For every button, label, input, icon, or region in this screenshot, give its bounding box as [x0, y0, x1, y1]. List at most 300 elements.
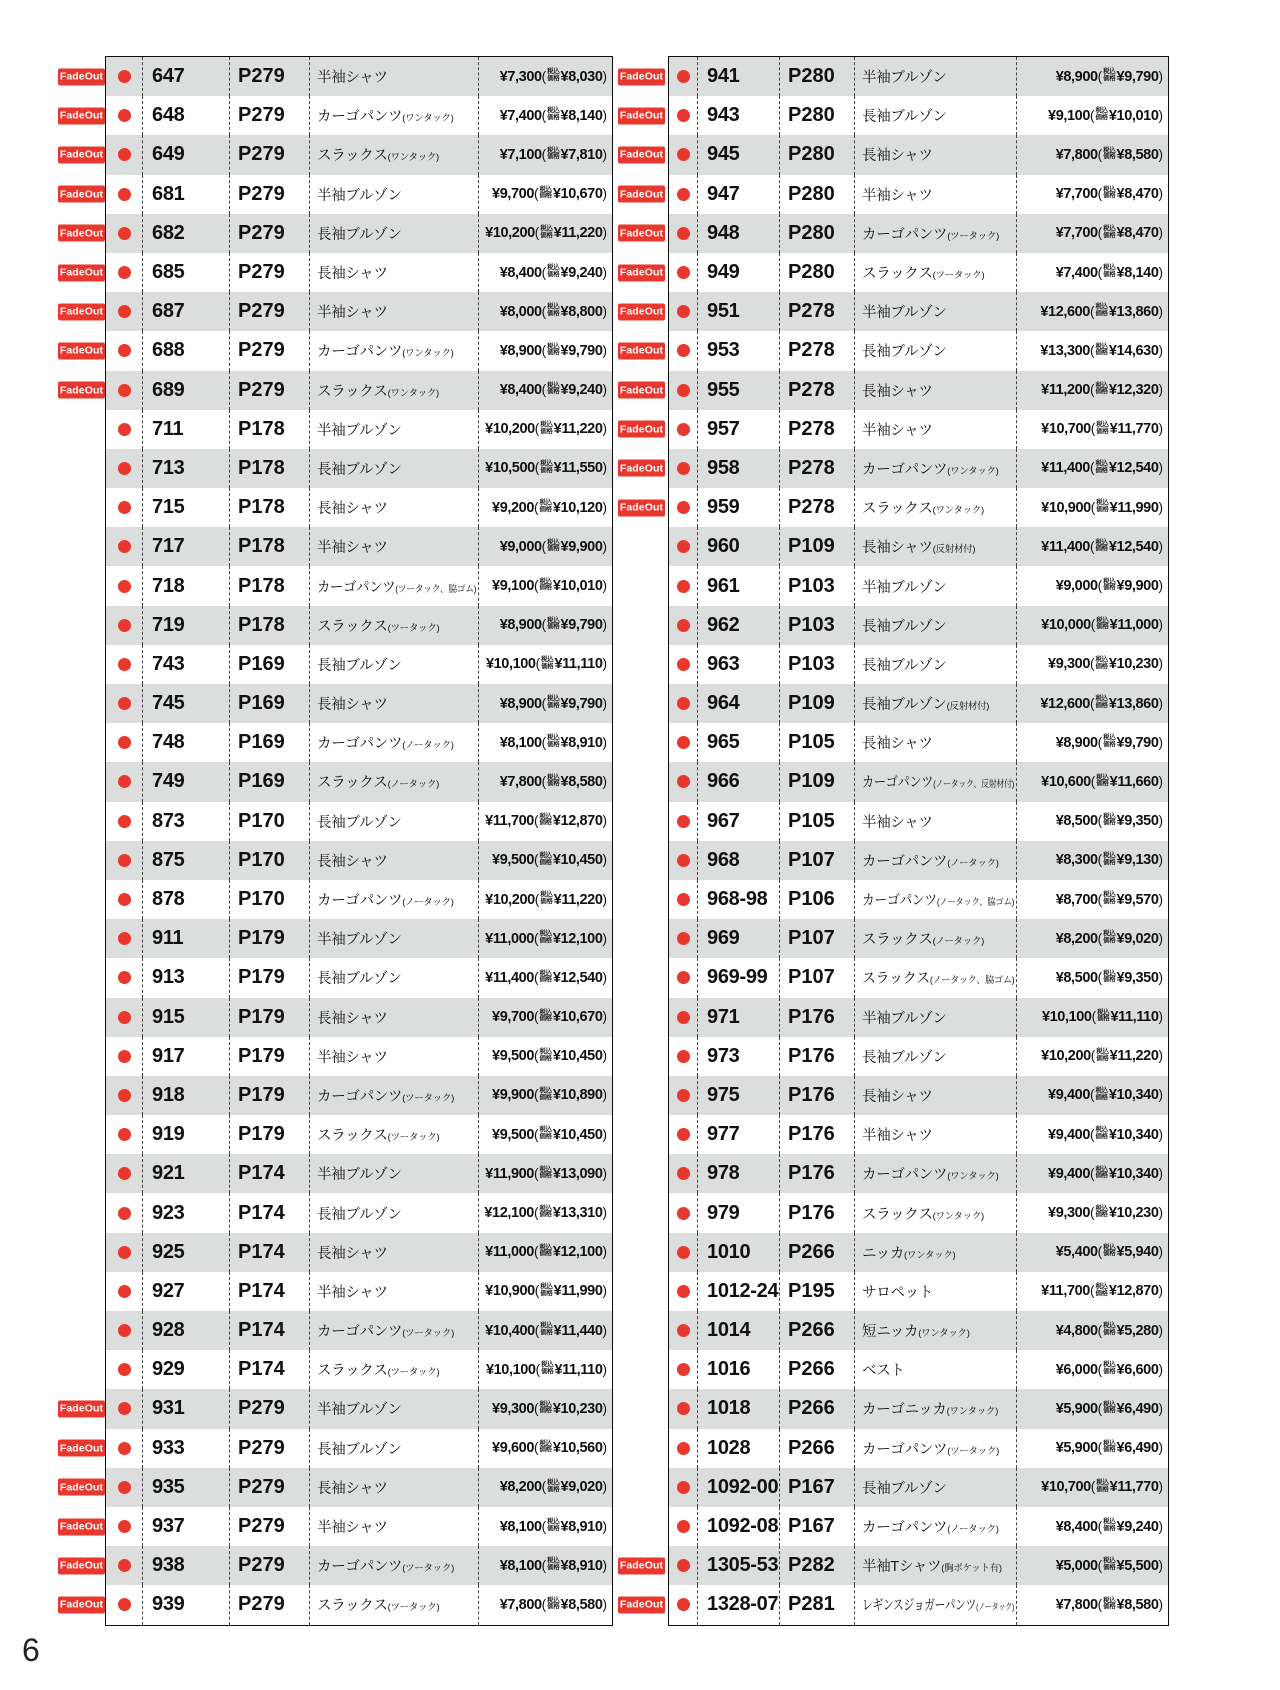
- tax-label-line2: 価格: [540, 1328, 553, 1336]
- price-base: ¥9,600: [492, 1440, 534, 1457]
- item-name-text: 長袖シャツ: [317, 266, 388, 283]
- price-paren-open: (: [1089, 303, 1095, 319]
- item-code: 649: [142, 135, 229, 174]
- item-name-text: 半袖ブルゾン: [317, 422, 402, 439]
- price-base: ¥10,900: [1041, 499, 1091, 516]
- dot-cell: [669, 1193, 697, 1232]
- red-dot-icon: [118, 736, 131, 749]
- table-row: [106, 762, 612, 801]
- red-dot-icon: [677, 697, 690, 710]
- tax-label-line1: 税込: [539, 1400, 552, 1408]
- table-row: [59, 1429, 612, 1468]
- dot-cell: [106, 135, 142, 174]
- tax-label-line1: 税込: [541, 1361, 554, 1369]
- tax-included-label: [1103, 1598, 1115, 1611]
- item-name-text: スラックス: [317, 383, 388, 400]
- item-code: 719: [142, 606, 229, 645]
- item-name-text: カーゴパンツ: [862, 775, 934, 792]
- tax-label-line2: 価格: [541, 662, 554, 670]
- tax-label-line2: 価格: [547, 349, 560, 357]
- tax-label-line2: 価格: [1103, 819, 1116, 827]
- item-name-text: カーゴパンツ: [862, 853, 948, 870]
- fadeout-badge: FadeOut: [618, 460, 665, 477]
- price-paren-open: (: [1089, 107, 1095, 123]
- item-code: 911: [142, 919, 229, 958]
- dot-cell: [106, 1429, 142, 1468]
- price-paren-close: ): [1158, 186, 1163, 202]
- price-paren-open: (: [1097, 1361, 1103, 1377]
- item-name-cell: [309, 1546, 478, 1585]
- price-paren-open: (: [533, 1244, 539, 1260]
- page-ref: P279: [229, 1507, 309, 1546]
- item-code: 964: [697, 684, 779, 723]
- item-price-cell: [1016, 214, 1168, 253]
- item-code: 931: [142, 1389, 229, 1428]
- table-row: [59, 135, 612, 174]
- item-code: 687: [142, 292, 229, 331]
- item-name: [862, 1007, 947, 1028]
- item-price: [484, 1204, 607, 1222]
- tax-label-line2: 価格: [540, 427, 553, 435]
- fadeout-badge: FadeOut: [618, 68, 665, 85]
- item-name-cell: [854, 1154, 1016, 1193]
- item-price-cell: [1016, 175, 1168, 214]
- red-dot-icon: [118, 540, 131, 553]
- item-price: [492, 1439, 607, 1457]
- item-price: [500, 146, 607, 164]
- item-name: [862, 497, 984, 518]
- tax-included-label: [539, 500, 551, 513]
- price-paren-open: (: [541, 107, 547, 123]
- price-base: ¥5,400: [1055, 1244, 1098, 1261]
- item-price: [492, 851, 607, 869]
- price-base: ¥5,900: [1055, 1440, 1098, 1457]
- price-paren-close: ): [1158, 68, 1163, 84]
- page-ref: P282: [779, 1546, 854, 1585]
- tax-label-line2: 価格: [1095, 701, 1108, 709]
- page-ref: P169: [229, 684, 309, 723]
- item-code: 1092-00: [697, 1468, 779, 1507]
- price-paren-open: (: [541, 1479, 547, 1495]
- price-paren-close: ): [602, 1009, 607, 1025]
- item-code: 915: [142, 998, 229, 1037]
- price-paren-close: ): [602, 1244, 607, 1260]
- item-name-text: 半袖ブルゾン: [317, 1167, 402, 1184]
- price-base: ¥8,400: [1055, 1518, 1098, 1535]
- page-ref: P176: [779, 1154, 854, 1193]
- tax-included-label: [547, 618, 559, 631]
- item-name-note: (ワンタック): [402, 348, 454, 360]
- price-base: ¥9,700: [492, 186, 534, 203]
- price-tax-included: ¥10,010: [1108, 107, 1159, 124]
- item-code: 715: [142, 488, 229, 527]
- page-ref: P266: [779, 1389, 854, 1428]
- price-paren-open: (: [541, 773, 547, 789]
- dot-cell: [106, 958, 142, 997]
- item-name-cell: [854, 331, 1016, 370]
- red-dot-icon: [118, 1324, 131, 1337]
- tax-label-line1: 税込: [547, 616, 560, 624]
- item-name-text: スラックス: [317, 775, 388, 792]
- item-price-cell: [1016, 1585, 1168, 1624]
- item-name-text: カーゴパンツ: [862, 893, 937, 910]
- item-name: [862, 771, 1014, 792]
- tax-label-line2: 価格: [539, 936, 552, 944]
- page-ref: P105: [779, 723, 854, 762]
- item-name-note: (ツータック): [402, 1092, 454, 1104]
- fadeout-badge: FadeOut: [58, 1479, 105, 1496]
- dot-cell: [669, 802, 697, 841]
- fadeout-badge: FadeOut: [618, 303, 665, 320]
- tax-included-label: [1103, 853, 1115, 866]
- price-paren-close: ): [1158, 1557, 1163, 1573]
- item-price: [492, 185, 607, 203]
- item-name-cell: [854, 802, 1016, 841]
- page-ref: P174: [229, 1154, 309, 1193]
- red-dot-icon: [677, 736, 690, 749]
- item-price-cell: [478, 253, 612, 292]
- price-paren-open: (: [1089, 1283, 1095, 1299]
- item-name-text: カーゴパンツ: [317, 893, 403, 910]
- table-row: [669, 1389, 1168, 1428]
- price-tax-included: ¥11,990: [553, 1283, 603, 1300]
- page-ref: P103: [779, 606, 854, 645]
- tax-included-label: [1103, 892, 1115, 905]
- dot-cell: [669, 919, 697, 958]
- item-name-cell: [309, 1429, 478, 1468]
- item-name: [317, 66, 388, 87]
- tax-label-line1: 税込: [1103, 1322, 1116, 1330]
- red-dot-icon: [677, 1011, 690, 1024]
- price-paren-open: (: [533, 1009, 539, 1025]
- price-tax-included: ¥13,310: [552, 1205, 603, 1222]
- fadeout-badge: FadeOut: [58, 342, 105, 359]
- item-price: [485, 969, 607, 987]
- price-paren-close: ): [1158, 538, 1163, 554]
- table-row: [669, 802, 1168, 841]
- price-paren-open: (: [1097, 1440, 1103, 1456]
- item-price-cell: [478, 527, 612, 566]
- item-price: [1056, 224, 1163, 242]
- item-price: [1056, 891, 1163, 909]
- item-code: 1028: [697, 1429, 779, 1468]
- tax-label-line2: 価格: [1095, 114, 1108, 122]
- price-paren-close: ): [602, 382, 607, 398]
- price-base: ¥9,500: [492, 1126, 534, 1143]
- dot-cell: [669, 1037, 697, 1076]
- dot-cell: [669, 1429, 697, 1468]
- item-price: [1041, 616, 1163, 634]
- tax-label-line2: 価格: [1103, 153, 1116, 161]
- item-name-cell: [854, 1193, 1016, 1232]
- item-name: [317, 850, 388, 871]
- red-dot-icon: [677, 1050, 690, 1063]
- item-name-text: カーゴニッカ: [862, 1402, 947, 1419]
- dot-cell: [669, 292, 697, 331]
- tax-label-line1: 税込: [1103, 734, 1116, 742]
- page-ref: P167: [779, 1468, 854, 1507]
- item-name-cell: [854, 214, 1016, 253]
- tax-label-line1: 税込: [539, 852, 552, 860]
- tax-label-line1: 税込: [540, 460, 553, 468]
- item-price: [1040, 342, 1163, 360]
- item-price: [500, 303, 607, 321]
- price-paren-open: (: [1090, 617, 1096, 633]
- price-paren-open: (: [1089, 1126, 1095, 1142]
- price-paren-open: (: [533, 1400, 539, 1416]
- item-price: [1056, 146, 1163, 164]
- item-name: [862, 811, 933, 832]
- item-code: 979: [697, 1193, 779, 1232]
- item-price-cell: [1016, 1076, 1168, 1115]
- item-price-cell: [1016, 1272, 1168, 1311]
- item-price-cell: [478, 1154, 612, 1193]
- price-paren-close: ): [602, 146, 607, 162]
- price-tax-included: ¥14,630: [1108, 342, 1159, 359]
- table-row: [106, 1233, 612, 1272]
- table-row: [669, 1233, 1168, 1272]
- dot-cell: [669, 566, 697, 605]
- dot-cell: [106, 1233, 142, 1272]
- item-name-text: 長袖ブルゾン: [862, 657, 947, 674]
- price-paren-close: ): [1158, 773, 1163, 789]
- item-price-cell: [1016, 1154, 1168, 1193]
- item-name-note: (胸ポケット有): [941, 1563, 1002, 1575]
- item-name-text: 半袖ブルゾン: [317, 932, 402, 949]
- table-row: [669, 1311, 1168, 1350]
- item-price: [485, 1165, 607, 1183]
- tax-label-line2: 価格: [1096, 505, 1109, 513]
- table-row: [669, 723, 1168, 762]
- price-base: ¥11,900: [485, 1165, 534, 1182]
- dot-cell: [669, 880, 697, 919]
- item-name-text: 短ニッカ: [862, 1324, 919, 1341]
- price-paren-open: (: [534, 1283, 540, 1299]
- fadeout-badge: FadeOut: [618, 382, 665, 399]
- tax-included-label: [539, 971, 551, 984]
- tax-label-line1: 税込: [1095, 1126, 1108, 1134]
- tax-label-line2: 価格: [547, 270, 560, 278]
- tax-included-label: [1095, 1284, 1107, 1297]
- page-ref: P167: [779, 1507, 854, 1546]
- item-code: 965: [697, 723, 779, 762]
- item-name: [862, 262, 984, 283]
- item-code: 933: [142, 1429, 229, 1468]
- red-dot-icon: [677, 266, 690, 279]
- tax-label-line2: 価格: [1103, 741, 1116, 749]
- tax-included-label: [1103, 69, 1115, 82]
- page-ref: P106: [779, 880, 854, 919]
- tax-label-line1: 税込: [1103, 852, 1116, 860]
- tax-label-line1: 税込: [1103, 264, 1116, 272]
- item-name-text: 長袖シャツ: [862, 736, 933, 753]
- dot-cell: [106, 684, 142, 723]
- price-paren-open: (: [1097, 1518, 1103, 1534]
- item-code: 938: [142, 1546, 229, 1585]
- page-ref: P178: [229, 488, 309, 527]
- price-base: ¥10,200: [1041, 1048, 1091, 1065]
- page-ref: P266: [779, 1350, 854, 1389]
- item-name-cell: [854, 292, 1016, 331]
- product-table-right: [619, 56, 1169, 1626]
- item-code: 1328-07: [697, 1585, 779, 1624]
- table-row: [59, 1389, 612, 1428]
- item-name-cell: [854, 880, 1016, 919]
- price-tax-included: ¥11,110: [554, 656, 603, 673]
- item-name-cell: [854, 488, 1016, 527]
- table-row: [106, 880, 612, 919]
- price-base: ¥11,200: [1041, 382, 1090, 399]
- tax-label-line2: 価格: [1095, 545, 1108, 553]
- tax-label-line2: 価格: [1095, 1093, 1108, 1101]
- red-dot-icon: [118, 619, 131, 632]
- item-name: [862, 576, 947, 597]
- price-paren-open: (: [1089, 1205, 1095, 1221]
- item-price: [1056, 1400, 1163, 1418]
- price-paren-close: ): [602, 264, 607, 280]
- tax-label-line2: 価格: [1096, 427, 1109, 435]
- tax-included-label: [547, 1480, 559, 1493]
- price-paren-open: (: [1097, 734, 1103, 750]
- table-row: [619, 292, 1168, 331]
- tax-label-line2: 価格: [1103, 936, 1116, 944]
- item-name-note: (ノータック): [947, 857, 999, 869]
- price-base: ¥8,500: [1055, 969, 1098, 986]
- item-name-note: (ワンタック): [947, 1171, 999, 1183]
- price-base: ¥7,800: [499, 1596, 542, 1613]
- tax-label-line1: 税込: [1103, 891, 1116, 899]
- price-base: ¥8,200: [499, 1479, 542, 1496]
- tax-label-line2: 価格: [539, 1054, 552, 1062]
- item-price-cell: [1016, 919, 1168, 958]
- item-price: [1041, 1282, 1163, 1300]
- price-paren-open: (: [1090, 499, 1096, 515]
- item-name: [862, 1203, 984, 1224]
- tax-label-line2: 価格: [1096, 780, 1109, 788]
- item-price: [500, 1557, 607, 1575]
- item-name-note: (ノータック): [402, 740, 454, 752]
- item-name-cell: [309, 1350, 478, 1389]
- item-name-cell: [854, 919, 1016, 958]
- item-price: [492, 1126, 607, 1144]
- price-paren-open: (: [1097, 1557, 1103, 1573]
- item-name-cell: [854, 1389, 1016, 1428]
- red-dot-icon: [118, 70, 131, 83]
- red-dot-icon: [677, 1324, 690, 1337]
- price-tax-included: ¥13,860: [1108, 303, 1159, 320]
- tax-label-line2: 価格: [539, 1172, 552, 1180]
- red-dot-icon: [677, 971, 690, 984]
- page-ref: P178: [229, 527, 309, 566]
- price-paren-close: ): [1158, 1596, 1163, 1612]
- item-name: [317, 184, 402, 205]
- item-code: 1012-24: [697, 1272, 779, 1311]
- item-code: 961: [697, 566, 779, 605]
- item-name-cell: [854, 684, 1016, 723]
- tax-label-line1: 税込: [1095, 381, 1108, 389]
- item-price: [1041, 420, 1163, 438]
- tax-label-line1: 税込: [1095, 1204, 1108, 1212]
- item-price-cell: [1016, 410, 1168, 449]
- page-ref: P170: [229, 880, 309, 919]
- price-tax-included: ¥8,140: [1116, 264, 1159, 281]
- price-paren-open: (: [1090, 1048, 1096, 1064]
- dot-cell: [669, 606, 697, 645]
- item-name: [317, 1046, 388, 1067]
- page-ref: P170: [229, 802, 309, 841]
- dot-cell: [106, 1154, 142, 1193]
- item-name: [862, 732, 933, 753]
- tax-label-line1: 税込: [540, 1283, 553, 1291]
- item-name: [317, 615, 439, 636]
- item-price: [485, 1243, 607, 1261]
- price-paren-open: (: [1089, 460, 1095, 476]
- tax-included-label: [1095, 1167, 1107, 1180]
- price-paren-close: ): [1158, 264, 1163, 280]
- dot-cell: [106, 1389, 142, 1428]
- item-price-cell: [1016, 96, 1168, 135]
- price-tax-included: ¥10,450: [552, 1048, 603, 1065]
- tax-label-line1: 税込: [547, 773, 560, 781]
- item-name: [862, 1438, 999, 1459]
- price-tax-included: ¥10,670: [552, 1009, 603, 1026]
- price-paren-open: (: [1090, 421, 1096, 437]
- item-name: [862, 105, 947, 126]
- item-price-cell: [1016, 488, 1168, 527]
- item-price-cell: [1016, 57, 1168, 96]
- item-code: 935: [142, 1468, 229, 1507]
- table-row: [106, 1193, 612, 1232]
- price-base: ¥8,900: [499, 617, 542, 634]
- item-price-cell: [1016, 606, 1168, 645]
- item-name-cell: [309, 1076, 478, 1115]
- item-name-cell: [309, 723, 478, 762]
- price-paren-open: (: [533, 1087, 539, 1103]
- tax-label-line1: 税込: [539, 1439, 552, 1447]
- item-price-cell: [478, 1311, 612, 1350]
- page-ref: P174: [229, 1350, 309, 1389]
- tax-label-line2: 価格: [539, 192, 552, 200]
- item-name: [317, 1124, 439, 1145]
- page-ref: P170: [229, 841, 309, 880]
- red-dot-icon: [677, 188, 690, 201]
- price-paren-open: (: [541, 342, 547, 358]
- item-name: [862, 301, 947, 322]
- tax-label-line2: 価格: [1103, 1328, 1116, 1336]
- item-code: 1018: [697, 1389, 779, 1428]
- tax-included-label: [1095, 383, 1107, 396]
- price-paren-open: (: [533, 1440, 539, 1456]
- dot-cell: [106, 527, 142, 566]
- item-price-cell: [1016, 645, 1168, 684]
- item-price-cell: [1016, 1311, 1168, 1350]
- price-tax-included: ¥7,810: [560, 146, 603, 163]
- item-price-cell: [478, 410, 612, 449]
- tax-label-line2: 価格: [547, 388, 560, 396]
- price-paren-close: ): [1158, 1283, 1163, 1299]
- item-code: 973: [697, 1037, 779, 1076]
- red-dot-icon: [677, 501, 690, 514]
- price-base: ¥9,400: [1048, 1165, 1090, 1182]
- item-code: 1010: [697, 1233, 779, 1272]
- item-price: [500, 734, 607, 752]
- price-paren-open: (: [1090, 1479, 1096, 1495]
- price-tax-included: ¥9,240: [560, 264, 603, 281]
- page-ref: P179: [229, 1076, 309, 1115]
- price-base: ¥7,700: [1055, 186, 1098, 203]
- table-row: [59, 96, 612, 135]
- table-row: [59, 175, 612, 214]
